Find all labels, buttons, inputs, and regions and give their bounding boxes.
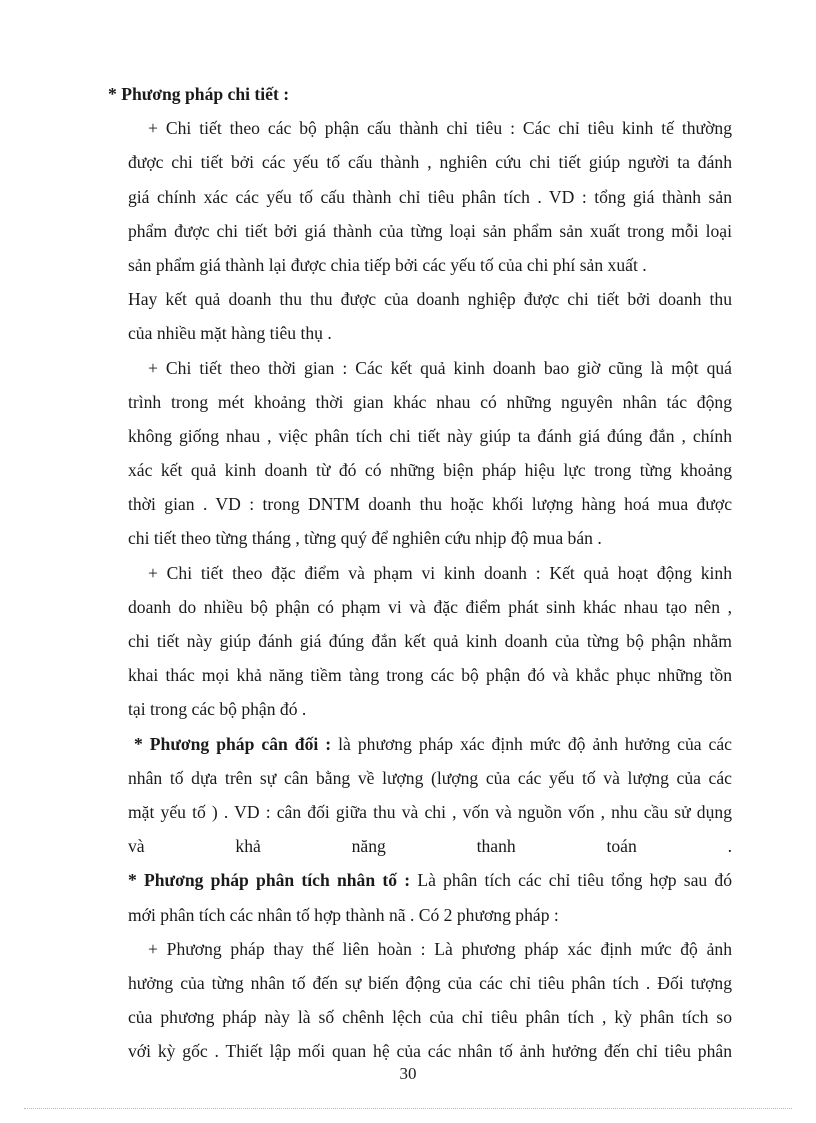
paragraph-line: của nhiều mặt hàng tiêu thụ . <box>128 323 332 344</box>
paragraph-line: nhân tố dựa trên sự cân bằng về lượng (lượng của các yếu tố và lượng của các <box>128 767 732 788</box>
paragraph-line: tại trong các bộ phận đó . <box>128 699 307 720</box>
paragraph-line: mới phân tích các nhân tố hợp thành nã . Có 2 phương pháp : <box>128 904 559 925</box>
paragraph-line: hưởng của từng nhân tố đến sự biến động của các chỉ tiêu phân tích . Đối tượng <box>128 972 732 993</box>
paragraph-line: không giống nhau , việc phân tích chi tiết này giúp ta đánh giá đúng đắn , chính <box>128 425 732 446</box>
section-heading-detail-method: * Phương pháp chi tiết : <box>108 84 290 104</box>
paragraph-line: + Chi tiết theo đặc điểm và phạm vi kinh doanh : Kết quả hoạt động kinh <box>148 562 732 583</box>
paragraph-line: + Chi tiết theo thời gian : Các kết quả kinh doanh bao giờ cũng là một quá <box>148 357 732 378</box>
paragraph-line: của phương pháp này là số chênh lệch của chỉ tiêu phân tích , kỳ phân tích so <box>128 1007 732 1028</box>
paragraph-line: sản phẩm giá thành lại được chia tiếp bởi các yếu tố của chi phí sản xuất . <box>128 254 647 275</box>
page-bottom-divider <box>24 1108 792 1109</box>
paragraph-line: xác kết quả kinh doanh từ đó có những biện pháp hiệu lực trong từng khoảng <box>128 460 732 481</box>
paragraph-line: phẩm được chi tiết bởi giá thành của từng loại sản phẩm sản xuất trong mỗi loại <box>128 220 732 241</box>
paragraph-line: trình trong mét khoảng thời gian khác nhau có những nguyên nhân tác động <box>128 391 732 412</box>
paragraph-line: thời gian . VD : trong DNTM doanh thu hoặc khối lượng hàng hoá mua được <box>128 494 732 515</box>
paragraph-line: + Chi tiết theo các bộ phận cấu thành chỉ tiêu : Các chỉ tiêu kinh tế thường <box>148 118 732 139</box>
page-number: 30 <box>399 1064 417 1083</box>
paragraph-line: được chi tiết bởi các yếu tố cấu thành , nghiên cứu chi tiết giúp người ta đánh <box>128 152 732 173</box>
section-heading-factor-analysis: * Phương pháp phân tích nhân tố : <box>128 870 411 891</box>
paragraph-line: với kỳ gốc . Thiết lập mối quan hệ của các nhân tố ảnh hưởng đến chỉ tiêu phân <box>128 1041 732 1062</box>
paragraph-line: chi tiết này giúp đánh giá đúng đắn kết quả kinh doanh của từng bộ phận nhằm <box>128 631 732 651</box>
paragraph-line: mặt yếu tố ) . VD : cân đối giữa thu và chi , vốn và nguồn vốn , nhu cầu sử dụng <box>128 801 732 822</box>
paragraph-line: + Phương pháp thay thế liên hoàn : Là phương pháp xác định mức độ ảnh <box>148 938 732 959</box>
paragraph-line: chi tiết theo từng tháng , từng quý để nghiên cứu nhịp độ mua bán . <box>128 528 602 549</box>
paragraph-line-balance-method: * Phương pháp cân đối : là phương pháp xác định mức độ ảnh hưởng của các <box>134 733 732 754</box>
paragraph-line-factor-analysis: * Phương pháp phân tích nhân tố : Là phân tích các chỉ tiêu tổng hợp sau đó <box>128 870 732 891</box>
page-body <box>108 77 732 1068</box>
section-heading-balance-method: * Phương pháp cân đối : <box>134 733 332 754</box>
paragraph-line: khai thác mọi khả năng tiềm tàng trong các bộ phận đó và khắc phục những tồn <box>128 665 732 686</box>
paragraph-line: doanh do nhiều bộ phận có phạm vi và đặc điểm phát sinh khác nhau tạo nên , <box>128 596 732 617</box>
paragraph-line: giá chính xác các yếu tố cấu thành chỉ tiêu phân tích . VD : tổng giá thành sản <box>128 186 732 207</box>
paragraph-line: và khả năng thanh toán . <box>128 836 732 857</box>
paragraph-line: Hay kết quả doanh thu thu được của doanh nghiệp được chi tiết bởi doanh thu <box>128 289 732 310</box>
